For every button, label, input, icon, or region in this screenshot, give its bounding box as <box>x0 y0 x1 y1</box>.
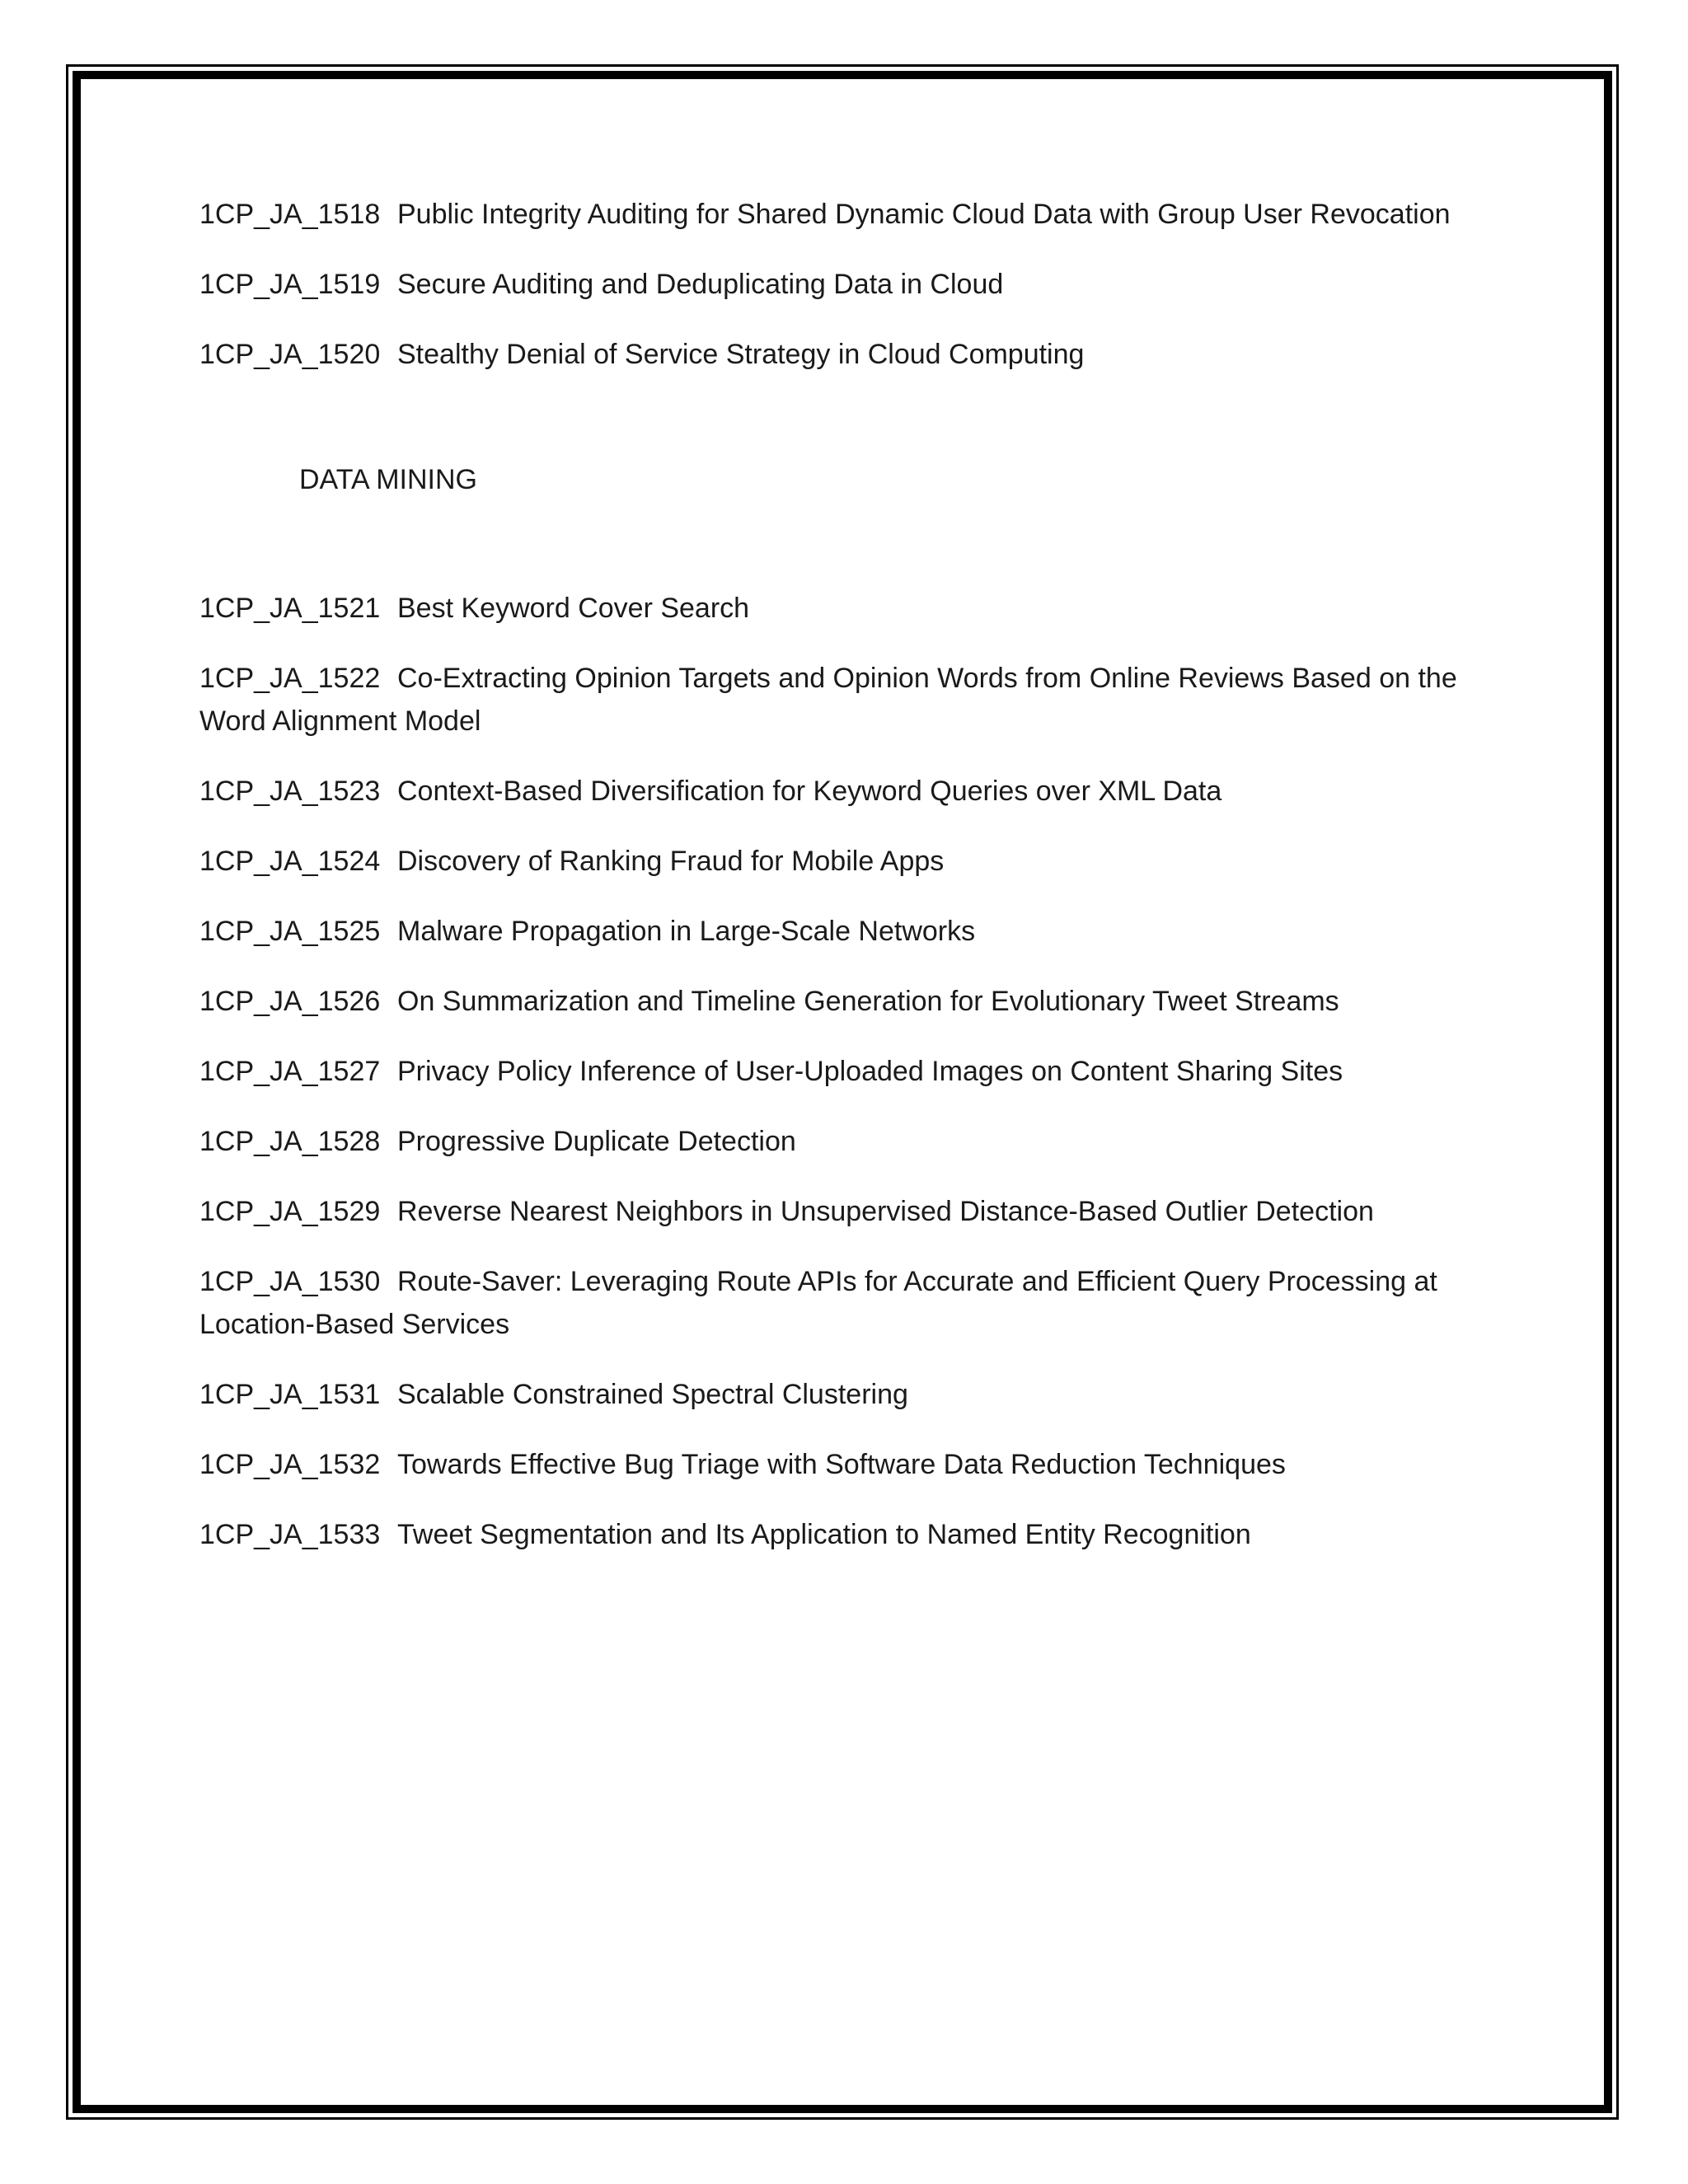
entry-code: 1CP_JA_1521 <box>199 593 381 624</box>
list-item <box>199 1373 1469 1416</box>
list-item <box>199 910 1469 953</box>
entry-title: Stealthy Denial of Service Strategy in Cloud Computing <box>397 339 1085 370</box>
list-item <box>199 1443 1469 1486</box>
entry-code: 1CP_JA_1527 <box>199 1056 381 1087</box>
list-item <box>199 840 1469 883</box>
entry-code: 1CP_JA_1520 <box>199 339 381 370</box>
list-item <box>199 587 1469 630</box>
entry-title: Tweet Segmentation and Its Application to Named Entity Recognition <box>397 1519 1251 1550</box>
entry-code: 1CP_JA_1523 <box>199 776 381 807</box>
list-item <box>199 1260 1469 1346</box>
entry-code: 1CP_JA_1526 <box>199 986 381 1017</box>
entry-code: 1CP_JA_1524 <box>199 846 381 877</box>
list-item <box>199 1190 1469 1233</box>
entry-title: Reverse Nearest Neighbors in Unsupervised Distance-Based Outlier Detection <box>397 1196 1374 1227</box>
entry-code: 1CP_JA_1528 <box>199 1126 381 1157</box>
entry-title: Public Integrity Auditing for Shared Dynamic Cloud Data with Group User Revocation <box>397 199 1451 230</box>
list-item <box>199 1050 1469 1093</box>
list-item <box>199 333 1469 376</box>
entry-code: 1CP_JA_1522 <box>199 663 381 694</box>
entry-code: 1CP_JA_1518 <box>199 199 381 230</box>
entry-title: Towards Effective Bug Triage with Software Data Reduction Techniques <box>397 1449 1286 1480</box>
entry-title: Secure Auditing and Deduplicating Data in Cloud <box>397 269 1004 300</box>
entry-code: 1CP_JA_1533 <box>199 1519 381 1550</box>
entry-title: Co-Extracting Opinion Targets and Opinion Words from Online Reviews Based on the Word Alignment Model <box>199 663 1457 737</box>
document-content <box>199 193 1469 1583</box>
entry-title: Privacy Policy Inference of User-Uploaded Images on Content Sharing Sites <box>397 1056 1343 1087</box>
list-item <box>199 193 1469 236</box>
entry-title: On Summarization and Timeline Generation for Evolutionary Tweet Streams <box>397 986 1339 1017</box>
entry-title: Progressive Duplicate Detection <box>397 1126 796 1157</box>
section-heading: DATA MINING <box>299 464 477 495</box>
entry-code: 1CP_JA_1532 <box>199 1449 381 1480</box>
entry-title: Route-Saver: Leveraging Route APIs for Accurate and Efficient Query Processing at Location-Based Services <box>199 1266 1437 1340</box>
list-item <box>199 263 1469 306</box>
list-item <box>199 1513 1469 1556</box>
list-item <box>199 1120 1469 1163</box>
entry-title: Scalable Constrained Spectral Clustering <box>397 1379 908 1410</box>
list-item <box>199 770 1469 813</box>
entry-title: Context-Based Diversification for Keyword Queries over XML Data <box>397 776 1222 807</box>
entry-title: Malware Propagation in Large-Scale Networks <box>397 916 976 947</box>
entry-title: Discovery of Ranking Fraud for Mobile Apps <box>397 846 945 877</box>
entry-code: 1CP_JA_1519 <box>199 269 381 300</box>
entry-code: 1CP_JA_1525 <box>199 916 381 947</box>
list-item <box>199 980 1469 1023</box>
entry-code: 1CP_JA_1529 <box>199 1196 381 1227</box>
entry-code: 1CP_JA_1530 <box>199 1266 381 1297</box>
entry-code: 1CP_JA_1531 <box>199 1379 381 1410</box>
list-item <box>199 657 1469 743</box>
entry-title: Best Keyword Cover Search <box>397 593 750 624</box>
